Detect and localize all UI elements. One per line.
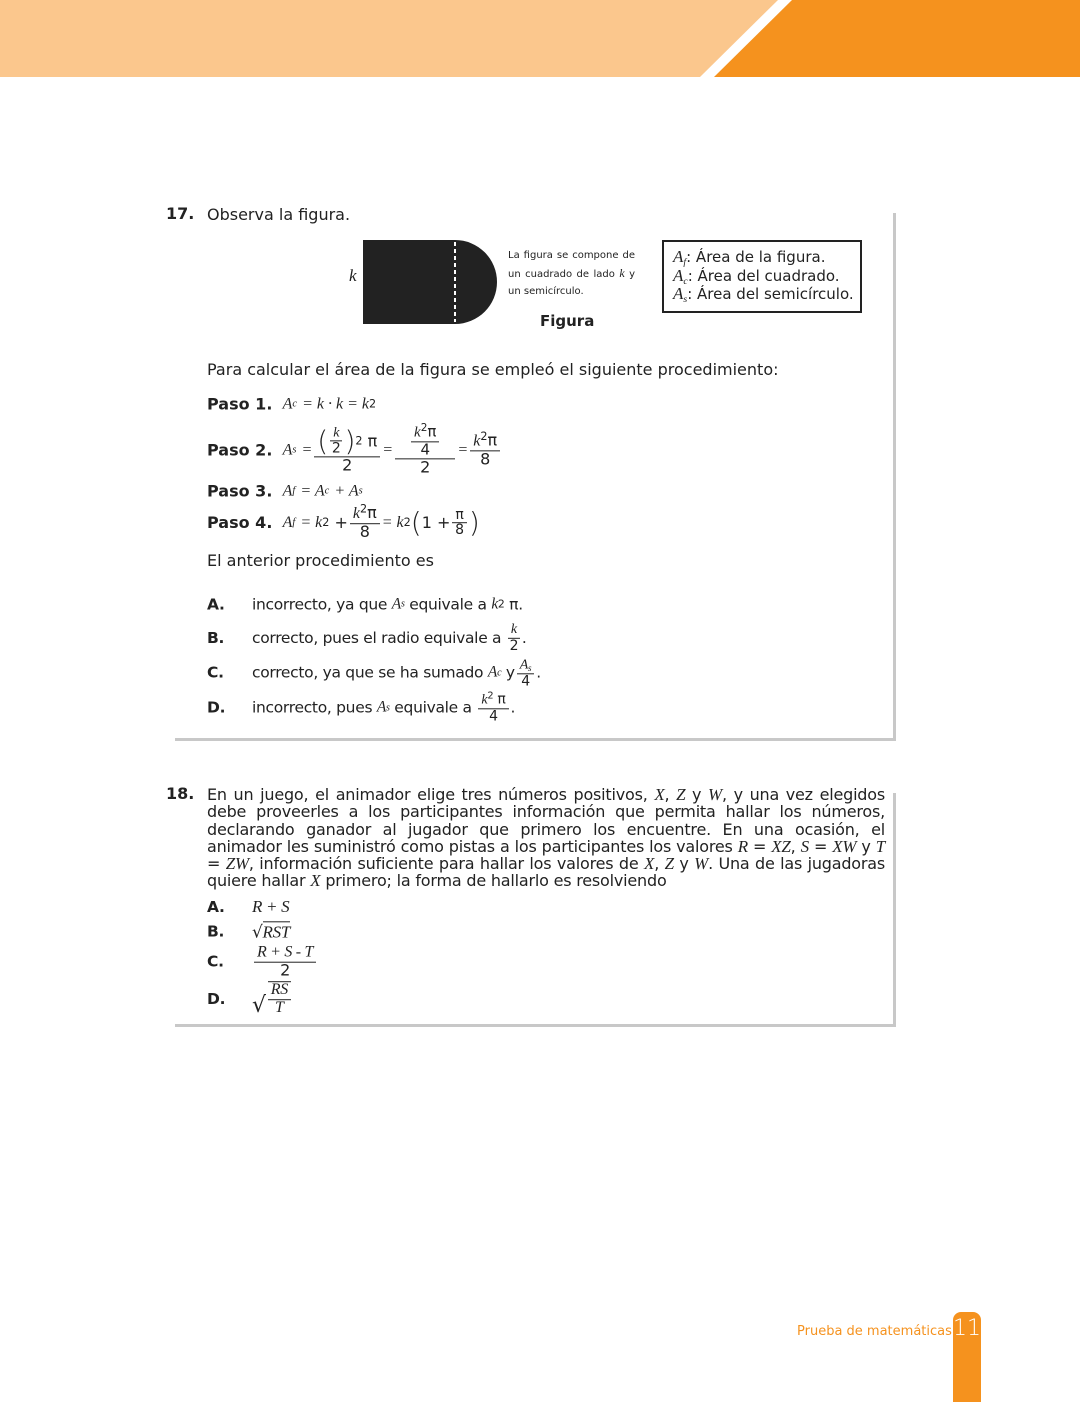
text-fragment: RST [262, 922, 290, 942]
step-2: Paso 2. A s = ( $\frac{k}{2}$ ) 2 π 2 = $\frac{\frac{k^2\pi}{4}}{2}$ = $\frac{k^2\pi}{8}$ [207, 424, 502, 475]
text-fragment: equivale a [394, 698, 472, 717]
option-c[interactable]: C. correcto, ya que se ha sumado A c y $\frac{A_s}{4}$ . [207, 657, 541, 689]
math-variable: S [800, 836, 809, 856]
text-segment: = [808, 836, 833, 856]
text-fragment: 2 [509, 637, 519, 654]
legend-item [673, 248, 860, 267]
text-fragment: A [282, 395, 293, 413]
text-fragment: 2 [331, 440, 341, 457]
text-fragment: Paso 2. [207, 440, 273, 460]
text-fragment: equivale a [409, 595, 487, 614]
text-segment: y [673, 854, 695, 874]
text-fragment: A [282, 514, 293, 532]
text-fragment: : Área del cuadrado. [687, 266, 840, 285]
text-fragment: 4 [489, 708, 498, 724]
text-fragment: k [473, 432, 481, 450]
math-variable: XW [832, 836, 857, 856]
option-a[interactable]: A. incorrecto, ya que A s equivale a k 2 π. [207, 595, 523, 614]
text-fragment: . [510, 698, 516, 717]
step-1: Paso 1. A c = k · k = k 2 [207, 394, 377, 414]
desc-text: y un semicírculo. [508, 268, 635, 297]
legend-box [662, 240, 862, 313]
text-fragment: = A [300, 482, 325, 500]
text-fragment: k [352, 505, 360, 523]
text-fragment: k [508, 623, 520, 639]
text-fragment: 2 [342, 455, 353, 475]
text-fragment: D. [207, 989, 226, 1008]
text-fragment: = k [381, 514, 404, 532]
text-fragment: RS [268, 982, 291, 1000]
text-fragment: A [376, 698, 387, 716]
option-b[interactable] [207, 623, 526, 653]
text-fragment: B. [207, 628, 225, 647]
figure-k-label: k [349, 266, 357, 285]
text-fragment: = k · k = k [302, 395, 369, 413]
text-fragment: = [457, 441, 469, 459]
text-fragment: + [334, 513, 348, 533]
header-banner [0, 0, 1080, 77]
desc-text: La figura se compone de un cuadrado de lado [508, 250, 635, 280]
text-fragment: π [487, 430, 498, 450]
text-segment: primero; la forma de hallarlo es resolviendo [320, 871, 667, 891]
text-fragment: 2 [280, 960, 290, 980]
text-fragment: : Área del semicírculo. [687, 285, 854, 303]
math-variable: Z [664, 854, 674, 874]
text-segment: En un juego, el animador elige tres números positivos, [207, 785, 655, 804]
text-fragment: π [452, 508, 466, 524]
text-fragment: . [521, 628, 527, 647]
text-fragment: = [382, 441, 394, 459]
figure-caption: Figura [540, 312, 595, 330]
text-fragment: A [673, 265, 684, 285]
conclusion-text: El anterior procedimiento es [207, 551, 434, 570]
footer-title: Prueba de matemáticas [797, 1324, 952, 1339]
option-a[interactable] [207, 897, 289, 917]
math-variable: T [875, 836, 885, 856]
text-fragment: A [282, 482, 293, 500]
text-fragment: 4 [521, 673, 530, 689]
text-fragment: 8 [480, 448, 491, 468]
text-fragment: R + S - T [254, 945, 316, 963]
text-fragment: A [673, 247, 684, 266]
text-fragment: π [427, 422, 437, 441]
text-segment: , [664, 785, 677, 804]
text-fragment: A. [207, 897, 225, 916]
text-fragment: C. [207, 952, 224, 971]
text-fragment: A [487, 663, 498, 681]
page-number: 11 [953, 1312, 981, 1402]
text-segment: , [654, 854, 665, 874]
text-fragment: s [683, 293, 688, 305]
text-fragment: A [391, 595, 401, 613]
text-fragment: incorrecto, ya que [252, 595, 388, 614]
legend-item [673, 285, 860, 304]
figure-description [508, 247, 635, 301]
step-4: Paso 4. A f = k 2 + $\frac{k^2\pi}{8}$ = k 2 ( 1 + $\frac{\pi}{8}$ ) [207, 502, 480, 541]
math-variable: Z [676, 785, 686, 804]
text-fragment: : Área de la figura. [686, 248, 826, 266]
text-segment: y [685, 785, 709, 804]
text-fragment: 8 [455, 522, 465, 539]
step-3: Paso 3. A f = A c + A s [207, 481, 363, 501]
math-variable: R [737, 836, 748, 856]
text-fragment: Paso 3. [207, 481, 273, 501]
math-variable: W [708, 785, 723, 804]
option-b[interactable]: B. √ RST [207, 921, 290, 942]
text-fragment: 2 [420, 456, 431, 476]
text-segment: y [856, 836, 876, 856]
text-fragment: y [505, 663, 515, 682]
text-fragment: s [528, 663, 532, 674]
text-fragment: . [536, 663, 541, 682]
text-fragment: C. [207, 663, 224, 682]
text-fragment: B. [207, 922, 225, 941]
text-fragment: π. [509, 595, 523, 614]
legend-item [673, 267, 860, 286]
math-variable: X [654, 785, 665, 804]
text-fragment: correcto, ya que se ha sumado [252, 663, 484, 682]
text-fragment: k [330, 426, 342, 442]
text-fragment: D. [207, 698, 226, 717]
text-fragment: correcto, pues el radio equivale a [252, 628, 502, 647]
text-fragment: 4 [420, 440, 430, 459]
text-fragment: c [683, 275, 688, 287]
text-fragment: + A [334, 482, 359, 500]
text-fragment: 8 [359, 522, 370, 541]
option-c[interactable] [207, 945, 318, 980]
text-fragment: R + S [252, 896, 290, 916]
text-fragment: Paso 1. [207, 394, 273, 414]
text-segment: . Una de las jugadoras quiere hallar [207, 854, 886, 891]
text-segment: = [747, 836, 772, 856]
text-fragment: 2 [487, 690, 494, 702]
question-number: 18. [166, 784, 195, 803]
text-fragment: f [683, 256, 687, 268]
text-fragment: 1 + [421, 513, 451, 533]
math-variable: X [644, 854, 655, 874]
math-variable: W [694, 854, 709, 874]
text-fragment: π [367, 503, 377, 523]
option-d[interactable]: D. √ $\frac{RS}{T}$ [207, 981, 293, 1017]
question-18-text [207, 786, 885, 890]
text-fragment: A [673, 284, 684, 303]
math-variable: X [310, 871, 321, 891]
text-fragment: π [367, 431, 378, 451]
text-fragment: incorrecto, pues [252, 698, 373, 717]
math-variable: XZ [771, 836, 791, 856]
text-fragment: = [301, 441, 313, 459]
text-fragment: A. [207, 595, 225, 614]
procedure-intro: Para calcular el área de la figura se empleó el siguiente procedimiento: [207, 360, 779, 379]
question-prompt: Observa la figura. [207, 205, 351, 224]
text-segment: = [207, 854, 226, 874]
text-fragment: A [519, 657, 529, 673]
text-fragment: A [282, 441, 293, 459]
question-number: 17. [166, 204, 195, 223]
text-fragment: Paso 4. [207, 513, 273, 533]
text-segment: , [790, 836, 801, 856]
text-segment: , información suficiente para hallar los valores de [248, 854, 644, 874]
option-d[interactable]: D. incorrecto, pues A s equivale a $\frac{k^2 \pi}{4}$ . [207, 690, 516, 724]
figure-square-semicircle [363, 240, 503, 326]
text-fragment: k [414, 424, 421, 441]
desc-var: k [619, 265, 625, 280]
text-fragment: π [497, 691, 506, 708]
math-variable: ZW [225, 854, 249, 874]
text-fragment: = k [300, 514, 323, 532]
text-fragment: k [481, 692, 488, 708]
text-fragment: k [491, 595, 498, 613]
text-segment: , y una vez elegidos debe proveerles a los participantes información que permita hallar los números, declarando ganador al jugador que primero los encuentre. En una ocasión, el animador les suministró como pistas a los participantes los valores [207, 785, 885, 856]
text-fragment: T [275, 999, 284, 1016]
